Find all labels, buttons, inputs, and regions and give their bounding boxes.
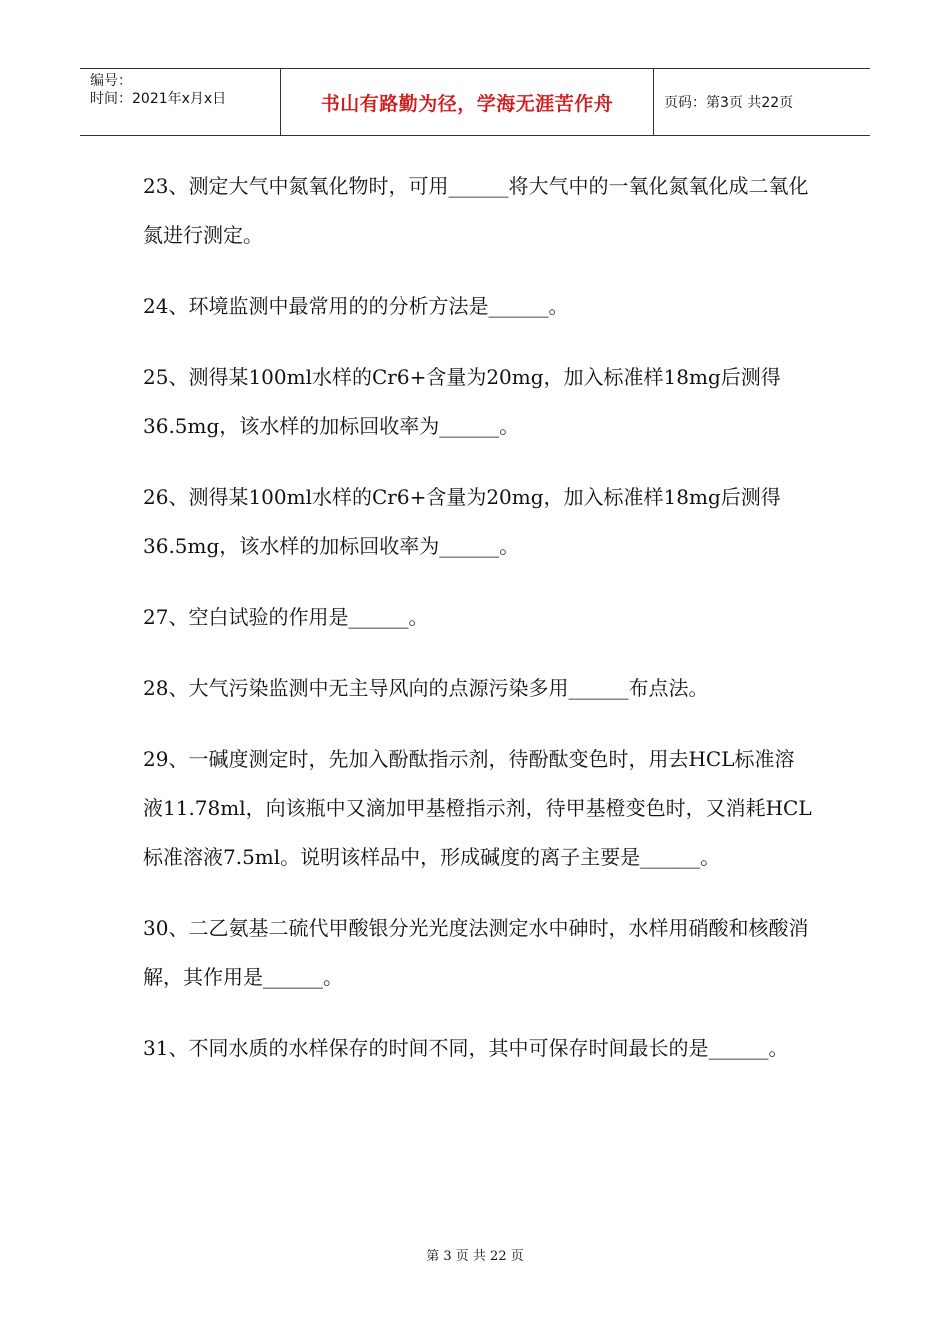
question-list <box>143 162 813 1095</box>
page-header <box>80 68 870 136</box>
question-28: 28、大气污染监测中无主导风向的点源污染多用______布点法。 <box>143 676 709 700</box>
question-31: 31、不同水质的水样保存的时间不同，其中可保存时间最长的是______。 <box>143 1036 789 1060</box>
document-number-label: 编号： <box>90 73 132 89</box>
header-motto: 书山有路勤为径，学海无涯苦作舟 <box>281 69 654 135</box>
question-26: 26、测得某100ml水样的Cr6+含量为20mg，加入标准样18mg后测得36.5mg，该水样的加标回收率为______。 <box>143 485 781 558</box>
page-footer: 第 3 页 共 22 页 <box>426 1249 524 1264</box>
question-29: 29、一碱度测定时，先加入酚酞指示剂，待酚酞变色时，用去HCL标准溶液11.78ml，向该瓶中又滴加甲基橙指示剂，待甲基橙变色时，又消耗HCL标准溶液7.5ml。说明该样品中，形成碱度的离子主要是______。 <box>143 747 812 869</box>
header-page-info: 页码：第3页 共22页 <box>664 95 794 111</box>
question-24: 24、环境监测中最常用的的分析方法是______。 <box>143 294 569 318</box>
question-27: 27、空白试验的作用是______。 <box>143 605 429 629</box>
question-30: 30、二乙氨基二硫代甲酸银分光光度法测定水中砷时，水样用硝酸和核酸消解，其作用是______。 <box>143 916 809 989</box>
question-25: 25、测得某100ml水样的Cr6+含量为20mg，加入标准样18mg后测得36.5mg，该水样的加标回收率为______。 <box>143 365 781 438</box>
document-date-label: 时间：2021年x月x日 <box>90 91 227 107</box>
question-23: 23、测定大气中氮氧化物时，可用______将大气中的一氧化氮氧化成二氧化氮进行测定。 <box>143 174 809 247</box>
header-left-cell <box>80 69 281 135</box>
